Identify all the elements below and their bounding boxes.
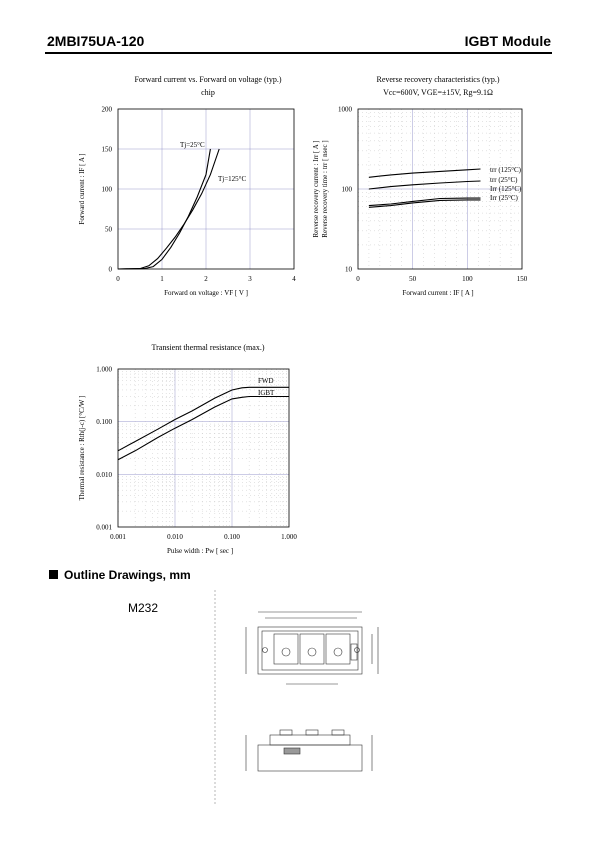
mounting-hole-left: [263, 648, 268, 653]
forward-chart-title: Forward current vs. Forward on voltage (typ.): [134, 75, 282, 84]
igbt-curve-label: IGBT: [258, 389, 275, 397]
forward-chart-subtitle: chip: [201, 88, 215, 97]
terminal-block-2: [300, 634, 324, 664]
terminal-block-3: [326, 634, 350, 664]
reverse-y-axis-label-1: Reverse recovery current : Irr [ A ]: [312, 140, 320, 238]
reverse-legend-entry: Irr (25°C): [490, 194, 518, 202]
fwd-curve-label: FWD: [258, 377, 274, 385]
forward-chart-x-tick-label: 3: [248, 275, 252, 283]
forward-x-axis-label: Forward on voltage : VF [ V ]: [164, 289, 248, 297]
terminal-screw-3: [334, 648, 342, 656]
reverse-x-axis-label: Forward current : IF [ A ]: [402, 289, 474, 297]
reverse-chart-y-tick-label: 1000: [338, 105, 352, 114]
outline-section-title: Outline Drawings, mm: [64, 568, 191, 582]
forward-chart-x-tick-label: 1: [160, 275, 164, 283]
reverse-chart-x-tick-label: 0: [356, 275, 360, 283]
thermal-chart-x-tick-label: 0.001: [110, 533, 126, 541]
product-type: IGBT Module: [464, 33, 551, 49]
top-view: [246, 612, 378, 684]
thermal-chart-x-tick-label: 0.100: [224, 533, 240, 541]
reverse-chart-subtitle: Vcc=600V, VGE=±15V, Rg=9.1Ω: [383, 88, 493, 97]
side-body: [258, 745, 362, 771]
side-cap: [270, 735, 350, 745]
forward-chart-y-tick-label: 150: [101, 145, 112, 154]
forward-chart-x-tick-label: 2: [204, 275, 208, 283]
brand-logo-mark: [284, 748, 300, 754]
reverse-y-axis-label-2: Reverse recovery time : trr [ nsec ]: [321, 140, 329, 238]
thermal-y-axis-label: Thermal resistance : Rth(j-c) [°C/W ]: [78, 395, 86, 501]
thermal-chart-y-tick-label: 0.100: [96, 418, 112, 427]
terminal-screw-1: [282, 648, 290, 656]
thermal-chart-y-tick-label: 0.001: [96, 523, 112, 532]
reverse-legend-entry: trr (25°C): [490, 176, 518, 184]
terminal-screw-2: [308, 648, 316, 656]
terminal-block-1: [274, 634, 298, 664]
thermal-chart-y-tick-label: 1.000: [96, 365, 112, 374]
side-terminal-3: [332, 730, 344, 735]
thermal-chart-title: Transient thermal resistance (max.): [151, 343, 265, 352]
side-terminal-2: [306, 730, 318, 735]
thermal-chart-y-tick-label: 0.010: [96, 470, 112, 479]
thermal-chart-x-tick-label: 1.000: [281, 533, 297, 541]
side-view: [246, 730, 372, 771]
tj25-curve-label: Tj=25°C: [180, 141, 205, 149]
thermal-x-axis-label: Pulse width : Pw [ sec ]: [166, 547, 234, 555]
part-number: 2MBI75UA-120: [47, 33, 145, 49]
gate-terminals: [351, 644, 357, 660]
model-label: M232: [128, 601, 159, 615]
reverse-chart-x-tick-label: 150: [516, 275, 528, 283]
side-terminal-1: [280, 730, 292, 735]
reverse-legend-entry: Irr (125°C): [490, 185, 522, 193]
tj125-curve-label: Tj=125°C: [218, 175, 247, 183]
reverse-chart-x-tick-label: 100: [462, 275, 473, 283]
forward-chart-y-tick-label: 100: [101, 185, 112, 194]
reverse-chart-y-tick-label: 100: [341, 185, 352, 194]
forward-chart-y-tick-label: 50: [105, 225, 112, 234]
forward-chart-x-tick-label: 0: [116, 275, 120, 283]
thermal-chart-x-tick-label: 0.010: [167, 533, 183, 541]
forward-chart-x-tick-label: 4: [292, 275, 296, 283]
forward-y-axis-label: Forward current : IF [ A ]: [78, 153, 86, 225]
forward-chart-y-tick-label: 0: [108, 265, 112, 274]
reverse-chart-title: Reverse recovery characteristics (typ.): [376, 75, 500, 84]
reverse-legend-entry: trr (125°C): [490, 166, 521, 174]
reverse-chart-x-tick-label: 50: [409, 275, 417, 283]
forward-chart-y-tick-label: 200: [101, 105, 112, 114]
reverse-chart-y-tick-label: 10: [345, 265, 352, 274]
